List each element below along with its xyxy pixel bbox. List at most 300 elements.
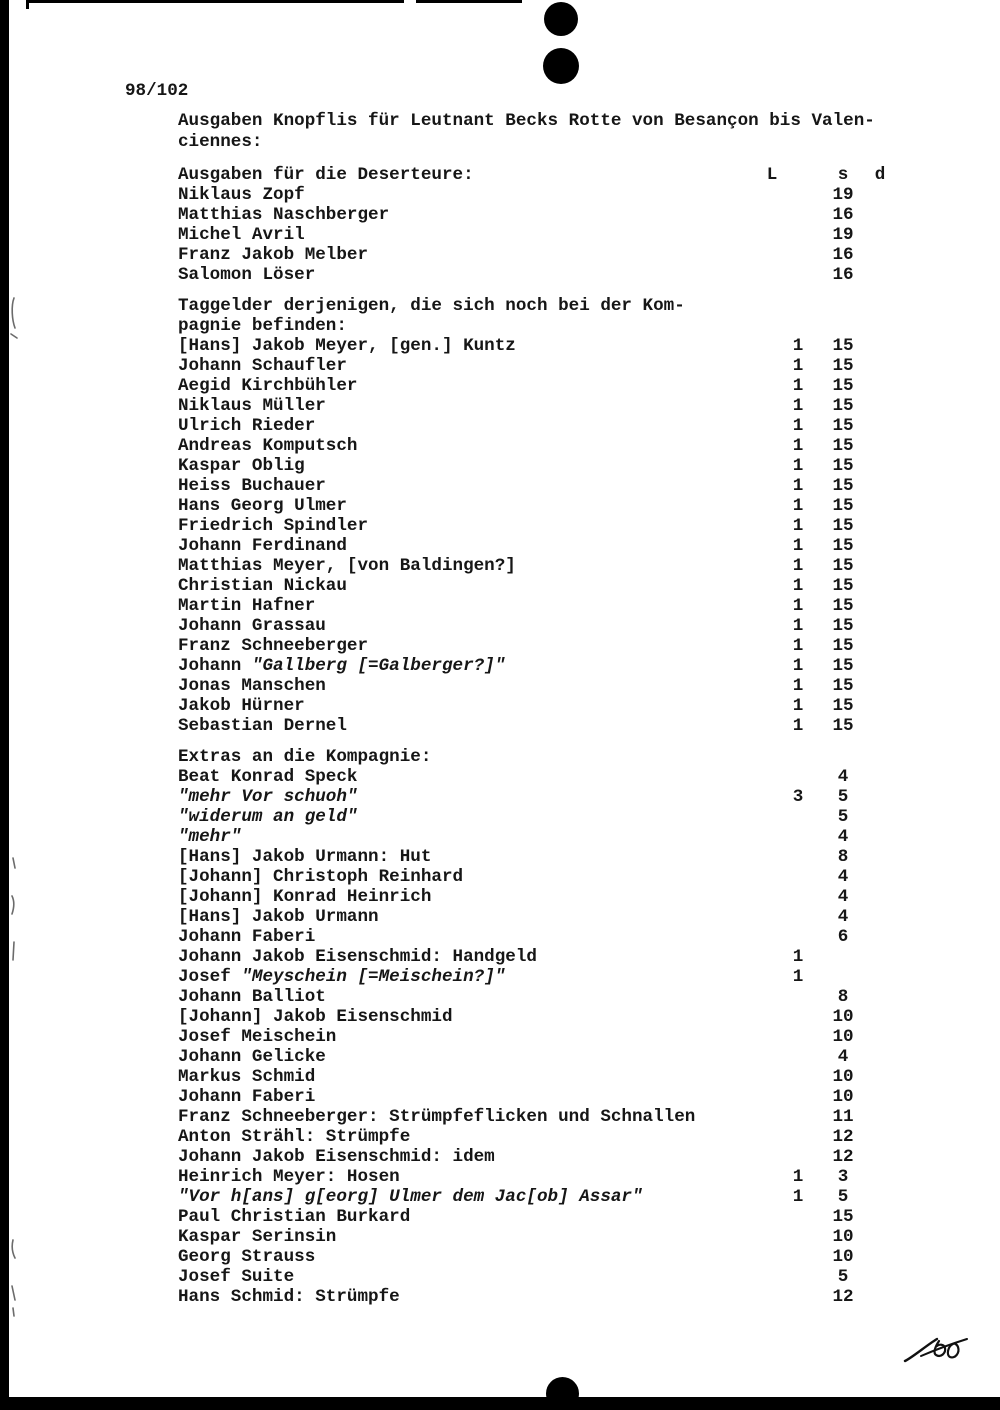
ledger-row (178, 436, 892, 456)
value-schilling: 15 (832, 476, 854, 496)
section-heading-text: Extras an die Kompagnie: (178, 747, 432, 767)
value-schilling: 15 (832, 496, 854, 516)
entry-name: Hans Schmid: Strümpfe (178, 1287, 400, 1307)
ledger-row (178, 516, 892, 536)
value-livres (778, 1087, 818, 1107)
entry-name (178, 656, 778, 676)
entry-name: "mehr" (178, 827, 242, 847)
value-schilling: 5 (837, 1267, 849, 1287)
entry-name: [Hans] Jakob Urmann: Hut (178, 847, 432, 867)
entry-name: "mehr Vor schuoh" (178, 787, 358, 807)
value-schilling: 5 (837, 807, 849, 827)
ledger-row (178, 767, 892, 787)
value-schilling: 15 (832, 536, 854, 556)
section-heading-line (178, 747, 892, 767)
value-livres: 1 (792, 396, 804, 416)
ledger-row (178, 265, 892, 285)
column-spacer (868, 316, 892, 336)
value-denier (868, 225, 892, 245)
value-livres: 1 (792, 696, 804, 716)
scan-edge-top (416, 0, 522, 3)
value-schilling: 15 (832, 436, 854, 456)
value-denier (868, 907, 892, 927)
value-denier (868, 767, 892, 787)
ledger-row (178, 1147, 892, 1167)
entry-name: Sebastian Dernel (178, 716, 347, 736)
entry-name-italic-part: "Gallberg [=Galberger?]" (251, 656, 506, 676)
ledger-row (178, 696, 892, 716)
value-schilling: 15 (832, 576, 854, 596)
punch-hole-top-1 (544, 2, 578, 36)
entry-name: Anton Strähl: Strümpfe (178, 1127, 411, 1147)
ledger-row (178, 336, 892, 356)
value-schilling: 16 (832, 265, 854, 285)
value-livres (778, 1127, 818, 1147)
value-denier (868, 1027, 892, 1047)
pencil-margin-mark (9, 1238, 19, 1318)
entry-name-part: Josef (178, 967, 242, 987)
value-livres (778, 1107, 818, 1127)
scan-edge-left (0, 0, 9, 1410)
value-denier (868, 696, 892, 716)
ledger-row (178, 1287, 892, 1307)
entry-name: Niklaus Zopf (178, 185, 305, 205)
ledger-section (178, 747, 892, 1307)
ledger-row (178, 1227, 892, 1247)
entry-name: Jonas Manschen (178, 676, 326, 696)
value-livres: 1 (792, 456, 804, 476)
value-livres (778, 847, 818, 867)
document-title (178, 111, 892, 153)
ledger-row (178, 1127, 892, 1147)
ledger-row (178, 787, 892, 807)
entry-name: Josef Meischein (178, 1027, 337, 1047)
entry-name: [Johann] Jakob Eisenschmid (178, 1007, 453, 1027)
column-header-schilling: s (837, 165, 849, 185)
value-schilling: 15 (832, 616, 854, 636)
value-schilling: 15 (832, 396, 854, 416)
entry-name: Matthias Naschberger (178, 205, 390, 225)
value-schilling: 11 (832, 1107, 854, 1127)
value-livres (778, 807, 818, 827)
value-schilling: 4 (837, 827, 849, 847)
entry-name: Franz Schneeberger (178, 636, 369, 656)
section-heading-text: pagnie befinden: (178, 316, 347, 336)
ledger-row (178, 887, 892, 907)
value-livres (778, 887, 818, 907)
ledger-row (178, 536, 892, 556)
value-denier (868, 205, 892, 225)
value-schilling: 15 (832, 676, 854, 696)
value-livres: 1 (792, 516, 804, 536)
column-spacer (868, 747, 892, 767)
value-schilling: 15 (832, 516, 854, 536)
value-livres: 1 (792, 356, 804, 376)
value-denier (868, 516, 892, 536)
value-denier (868, 636, 892, 656)
value-denier (868, 456, 892, 476)
value-denier (868, 356, 892, 376)
ledger-row (178, 1167, 892, 1187)
value-livres (778, 1147, 818, 1167)
entry-name: Kaspar Oblig (178, 456, 305, 476)
value-schilling: 19 (832, 225, 854, 245)
column-spacer (818, 747, 868, 767)
value-denier (868, 376, 892, 396)
entry-name: Johann Faberi (178, 927, 316, 947)
ledger-row (178, 596, 892, 616)
value-schilling: 4 (837, 867, 849, 887)
ledger-row (178, 245, 892, 265)
value-livres: 1 (792, 376, 804, 396)
ledger-row (178, 907, 892, 927)
value-denier (868, 1247, 892, 1267)
ledger-row (178, 185, 892, 205)
pencil-margin-mark (9, 296, 19, 340)
value-denier (868, 1147, 892, 1167)
value-livres: 1 (792, 576, 804, 596)
ledger-row (178, 1247, 892, 1267)
value-schilling: 4 (837, 907, 849, 927)
value-schilling: 15 (832, 716, 854, 736)
scan-edge-top (26, 0, 404, 3)
ledger-row (178, 205, 892, 225)
entry-name: Ulrich Rieder (178, 416, 316, 436)
value-denier (868, 596, 892, 616)
value-schilling: 15 (832, 556, 854, 576)
value-livres (778, 827, 818, 847)
entry-name: Heiss Buchauer (178, 476, 326, 496)
entry-name: Niklaus Müller (178, 396, 326, 416)
value-schilling: 12 (832, 1287, 854, 1307)
value-schilling: 15 (832, 456, 854, 476)
ledger-row (178, 676, 892, 696)
entry-name: Christian Nickau (178, 576, 347, 596)
value-denier (868, 1207, 892, 1227)
ledger-row (178, 456, 892, 476)
value-denier (868, 336, 892, 356)
entry-name: [Hans] Jakob Meyer, [gen.] Kuntz (178, 336, 516, 356)
value-schilling: 15 (832, 1207, 854, 1227)
value-denier (868, 807, 892, 827)
value-livres (778, 1207, 818, 1227)
value-schilling: 10 (832, 1067, 854, 1087)
value-denier (868, 1167, 892, 1187)
value-schilling: 4 (837, 887, 849, 907)
value-schilling: 10 (832, 1007, 854, 1027)
value-livres: 1 (792, 947, 804, 967)
ledger-row (178, 827, 892, 847)
value-denier (868, 676, 892, 696)
value-schilling: 12 (832, 1147, 854, 1167)
ledger-row (178, 616, 892, 636)
value-livres (778, 767, 818, 787)
value-denier (868, 1087, 892, 1107)
value-denier (868, 656, 892, 676)
ledger-row (178, 987, 892, 1007)
entry-name-italic-part: "Meyschein [=Meischein?]" (241, 967, 506, 987)
value-schilling: 16 (832, 245, 854, 265)
entry-name: Martin Hafner (178, 596, 316, 616)
value-livres: 1 (792, 416, 804, 436)
entry-name: Hans Georg Ulmer (178, 496, 347, 516)
value-livres (778, 1247, 818, 1267)
value-schilling: 15 (832, 356, 854, 376)
value-schilling: 16 (832, 205, 854, 225)
value-denier (868, 987, 892, 1007)
value-denier (868, 787, 892, 807)
value-schilling: 15 (832, 336, 854, 356)
value-schilling: 12 (832, 1127, 854, 1147)
column-spacer (778, 316, 818, 336)
value-denier (868, 1067, 892, 1087)
entry-name: [Hans] Jakob Urmann (178, 907, 379, 927)
entry-name: "Vor h[ans] g[eorg] Ulmer dem Jac[ob] Assar" (178, 1187, 643, 1207)
value-livres: 1 (792, 496, 804, 516)
value-schilling (818, 947, 868, 967)
entry-name: Johann Gelicke (178, 1047, 326, 1067)
entry-name: Johann Ferdinand (178, 536, 347, 556)
value-schilling: 15 (832, 656, 854, 676)
value-denier (868, 576, 892, 596)
value-denier (868, 556, 892, 576)
value-livres: 1 (792, 616, 804, 636)
ledger-section (178, 165, 892, 285)
ledger-row (178, 1107, 892, 1127)
value-denier (868, 1267, 892, 1287)
value-denier (868, 716, 892, 736)
ledger-row (178, 967, 892, 987)
entry-name: Heinrich Meyer: Hosen (178, 1167, 400, 1187)
entry-name: Johann Schaufler (178, 356, 347, 376)
value-livres (778, 185, 818, 205)
value-denier (868, 476, 892, 496)
value-livres: 1 (792, 536, 804, 556)
value-livres (778, 867, 818, 887)
entry-name (178, 967, 778, 987)
value-denier (868, 436, 892, 456)
value-livres (778, 987, 818, 1007)
ledger-row (178, 847, 892, 867)
section-heading-line (178, 316, 892, 336)
section-heading-text: Ausgaben für die Deserteure: (178, 165, 474, 185)
value-schilling: 10 (832, 1087, 854, 1107)
value-schilling: 8 (837, 847, 849, 867)
entry-name: Salomon Löser (178, 265, 316, 285)
entry-name: Franz Schneeberger: Strümpfeflicken und Schnallen (178, 1107, 696, 1127)
entry-name: [Johann] Konrad Heinrich (178, 887, 432, 907)
value-schilling: 15 (832, 696, 854, 716)
entry-name: Johann Jakob Eisenschmid: Handgeld (178, 947, 537, 967)
ledger-row (178, 225, 892, 245)
value-schilling: 5 (837, 787, 849, 807)
title-line-2: ciennes: (178, 132, 263, 152)
entry-name: Aegid Kirchbühler (178, 376, 358, 396)
value-schilling: 10 (832, 1247, 854, 1267)
value-livres: 1 (792, 476, 804, 496)
column-header-denier: d (874, 165, 886, 185)
value-schilling: 4 (837, 1047, 849, 1067)
value-livres (778, 1027, 818, 1047)
ledger-section (178, 296, 892, 736)
value-denier (868, 265, 892, 285)
entry-name: Paul Christian Burkard (178, 1207, 411, 1227)
entry-name: Josef Suite (178, 1267, 295, 1287)
expense-ledger (178, 165, 892, 1307)
value-livres: 1 (792, 716, 804, 736)
value-schilling: 8 (837, 987, 849, 1007)
ledger-row (178, 556, 892, 576)
value-schilling: 4 (837, 767, 849, 787)
entry-name: Franz Jakob Melber (178, 245, 369, 265)
value-livres (778, 1007, 818, 1027)
value-denier (868, 396, 892, 416)
title-line-1: Ausgaben Knopflis für Leutnant Becks Rotte von Besançon bis Valen- (178, 111, 875, 131)
value-schilling: 15 (832, 596, 854, 616)
value-livres (778, 1047, 818, 1067)
value-livres: 1 (792, 596, 804, 616)
pencil-margin-mark (9, 856, 19, 966)
ledger-row (178, 576, 892, 596)
value-livres (778, 927, 818, 947)
scan-edge-top (26, 0, 29, 9)
value-denier (868, 185, 892, 205)
handwritten-mark (903, 1335, 971, 1369)
ledger-row (178, 1267, 892, 1287)
ledger-row (178, 1007, 892, 1027)
value-denier (868, 887, 892, 907)
value-livres (778, 265, 818, 285)
value-livres (778, 245, 818, 265)
value-denier (868, 245, 892, 265)
value-schilling: 15 (832, 636, 854, 656)
value-schilling: 10 (832, 1227, 854, 1247)
value-denier (868, 1287, 892, 1307)
value-livres: 3 (792, 787, 804, 807)
value-denier (868, 496, 892, 516)
value-denier (868, 847, 892, 867)
value-schilling: 15 (832, 376, 854, 396)
entry-name: Georg Strauss (178, 1247, 316, 1267)
value-livres: 1 (792, 436, 804, 456)
value-schilling: 15 (832, 416, 854, 436)
value-denier (868, 1047, 892, 1067)
punch-hole-top-2 (543, 48, 579, 84)
value-livres (778, 205, 818, 225)
column-spacer (818, 296, 868, 316)
value-schilling: 19 (832, 185, 854, 205)
ledger-row (178, 947, 892, 967)
page-number: 98/102 (125, 81, 189, 101)
ledger-row (178, 636, 892, 656)
entry-name: Johann Jakob Eisenschmid: idem (178, 1147, 495, 1167)
entry-name: Markus Schmid (178, 1067, 316, 1087)
entry-name: Johann Balliot (178, 987, 326, 1007)
value-denier (868, 1107, 892, 1127)
ledger-row (178, 716, 892, 736)
ledger-row (178, 807, 892, 827)
value-denier (868, 536, 892, 556)
value-livres (778, 1067, 818, 1087)
value-livres: 1 (792, 1187, 804, 1207)
value-livres (778, 1267, 818, 1287)
ledger-row (178, 1187, 892, 1207)
value-livres: 1 (792, 636, 804, 656)
section-heading-text: Taggelder derjenigen, die sich noch bei der Kom- (178, 296, 685, 316)
entry-name: Johann Grassau (178, 616, 326, 636)
value-denier (868, 1187, 892, 1207)
ledger-row (178, 476, 892, 496)
ledger-row (178, 927, 892, 947)
value-denier (868, 416, 892, 436)
ledger-row (178, 1087, 892, 1107)
ledger-row (178, 496, 892, 516)
value-denier (868, 827, 892, 847)
ledger-row (178, 356, 892, 376)
entry-name: Andreas Komputsch (178, 436, 358, 456)
punch-hole-bottom (546, 1377, 579, 1410)
entry-name: Beat Konrad Speck (178, 767, 358, 787)
value-denier (868, 616, 892, 636)
ledger-row (178, 656, 892, 676)
value-denier (868, 867, 892, 887)
value-denier (868, 1127, 892, 1147)
value-livres: 1 (792, 676, 804, 696)
value-denier (868, 947, 892, 967)
value-livres (778, 1287, 818, 1307)
value-livres: 1 (792, 556, 804, 576)
value-denier (868, 1007, 892, 1027)
ledger-row (178, 1067, 892, 1087)
value-denier (868, 967, 892, 987)
entry-name: Kaspar Serinsin (178, 1227, 337, 1247)
value-livres (778, 225, 818, 245)
entry-name: Michel Avril (178, 225, 305, 245)
ledger-row (178, 1027, 892, 1047)
value-schilling: 10 (832, 1027, 854, 1047)
column-spacer (868, 296, 892, 316)
ledger-row (178, 1207, 892, 1227)
ledger-row (178, 376, 892, 396)
value-schilling (818, 967, 868, 987)
entry-name: Matthias Meyer, [von Baldingen?] (178, 556, 516, 576)
section-heading-line (178, 296, 892, 316)
ledger-row (178, 396, 892, 416)
entry-name: Friedrich Spindler (178, 516, 369, 536)
value-livres (778, 907, 818, 927)
entry-name: [Johann] Christoph Reinhard (178, 867, 464, 887)
entry-name: "widerum an geld" (178, 807, 358, 827)
entry-name-part: Johann (178, 656, 252, 676)
column-spacer (778, 747, 818, 767)
value-livres: 1 (792, 967, 804, 987)
value-schilling: 6 (837, 927, 849, 947)
entry-name: Johann Faberi (178, 1087, 316, 1107)
ledger-row (178, 416, 892, 436)
column-spacer (778, 296, 818, 316)
value-livres (778, 1227, 818, 1247)
scan-edge-bottom (0, 1397, 1000, 1410)
entry-name: Jakob Hürner (178, 696, 305, 716)
ledger-row (178, 1047, 892, 1067)
column-header-livres: L (766, 165, 778, 185)
value-livres: 1 (792, 656, 804, 676)
value-livres: 1 (792, 1167, 804, 1187)
section-heading-line (178, 165, 892, 185)
value-schilling: 3 (837, 1167, 849, 1187)
column-spacer (818, 316, 868, 336)
value-schilling: 5 (837, 1187, 849, 1207)
